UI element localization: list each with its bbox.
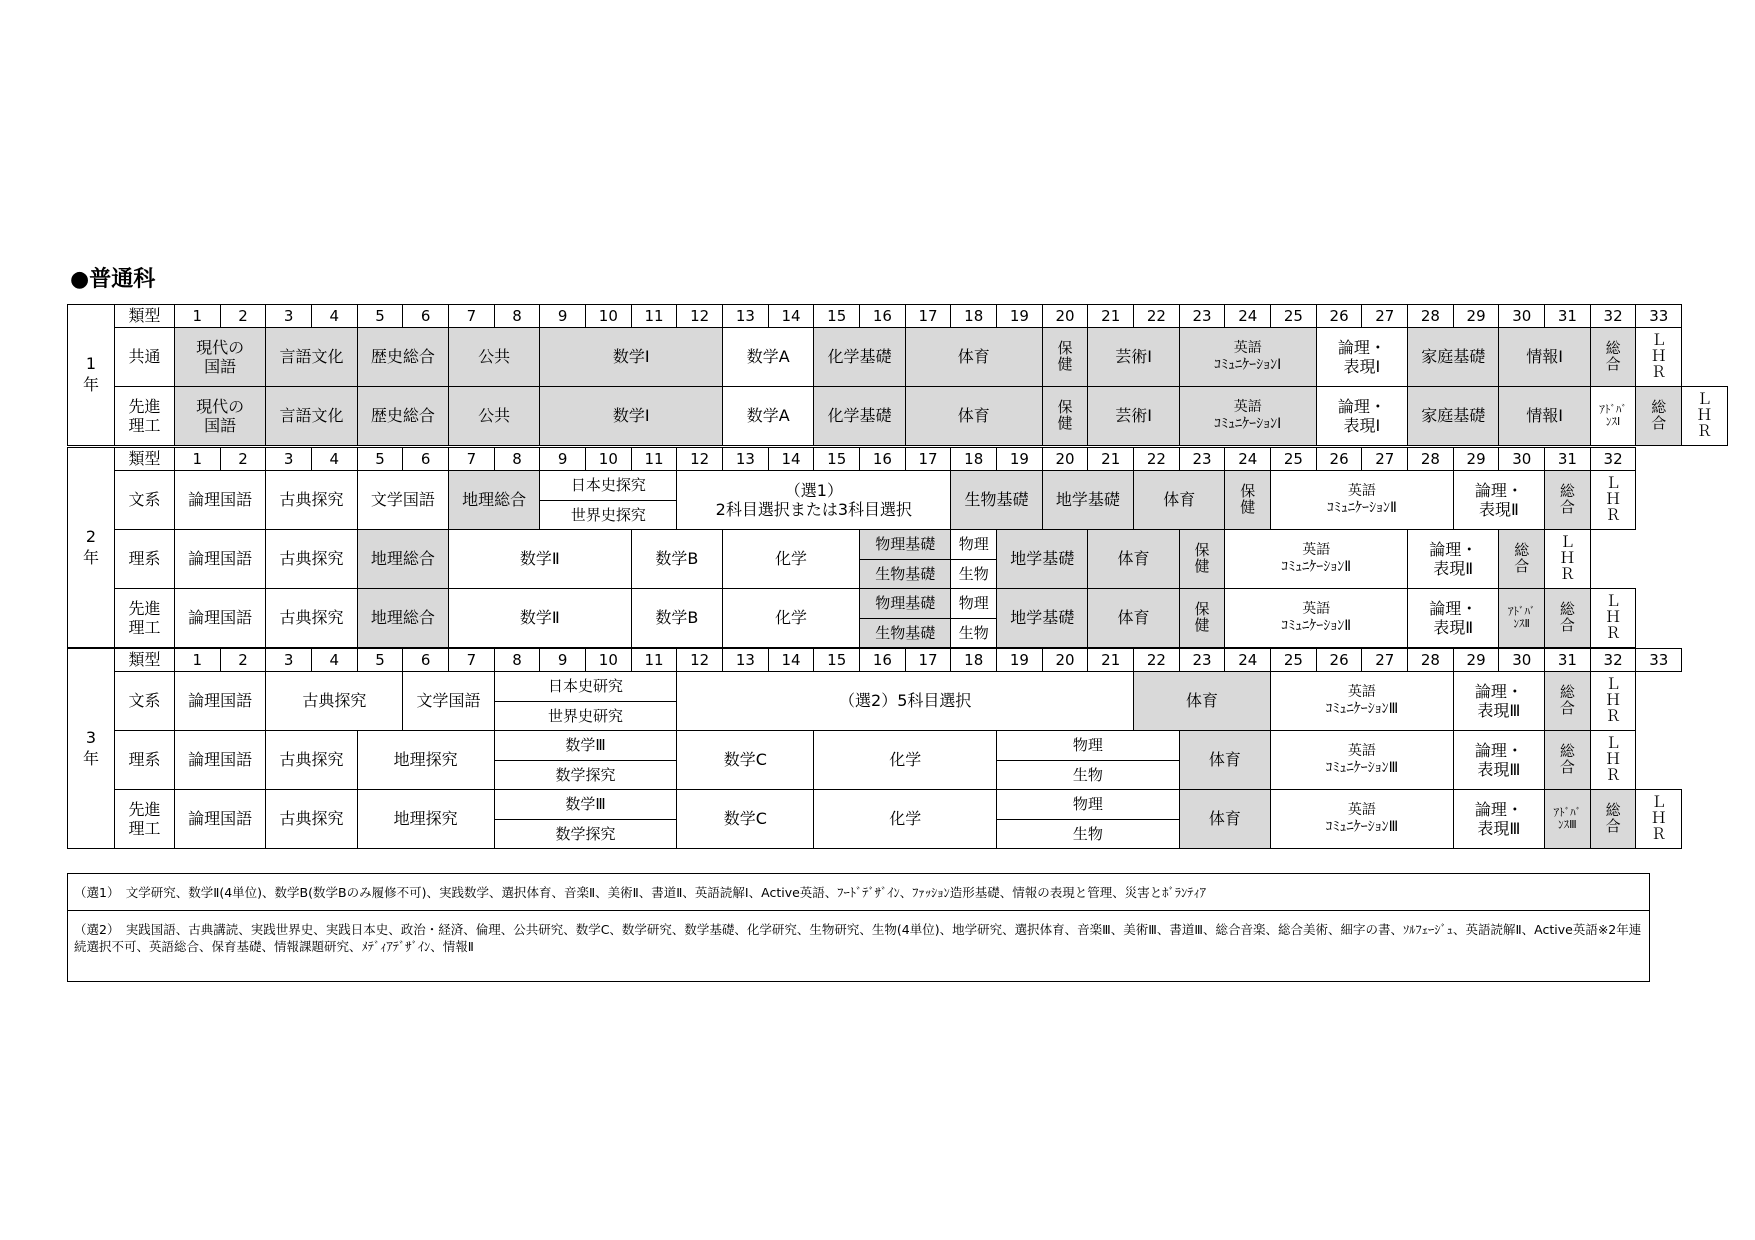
subject-cell: Ｌ Ｈ Ｒ [1590, 730, 1637, 790]
subject-cell: 数学C [676, 789, 814, 849]
subject-cell: 論理・ 表現Ⅲ [1453, 671, 1545, 731]
subject-cell: 英語 ｺﾐｭﾆｹｰｼｮﾝⅢ [1270, 671, 1454, 731]
subject-cell: 体育 [1087, 529, 1179, 589]
subject-option: 世界史研究 [494, 701, 678, 732]
subject-cell: 体育 [905, 327, 1043, 387]
period-number: 4 [311, 304, 358, 328]
period-number: 3 [265, 648, 312, 672]
period-number: 28 [1407, 648, 1454, 672]
period-number: 7 [448, 304, 495, 328]
subject-cell: 芸術Ⅰ [1087, 386, 1179, 446]
course-type: 文系 [114, 671, 175, 731]
period-number: 27 [1361, 648, 1408, 672]
subject-cell: 総 合 [1590, 789, 1637, 849]
period-number: 32 [1590, 304, 1637, 328]
period-number: 18 [950, 648, 997, 672]
period-number: 8 [494, 648, 541, 672]
grade-label: 1 年 [67, 304, 115, 446]
subject-cell: Ｌ Ｈ Ｒ [1590, 588, 1637, 648]
subject-option: 日本史研究 [494, 671, 678, 702]
period-number: 10 [585, 304, 632, 328]
subject-cell: 地理総合 [357, 529, 449, 589]
period-number: 29 [1453, 447, 1500, 471]
subject-cell: 文学国語 [357, 470, 449, 530]
period-number: 14 [768, 304, 815, 328]
period-number: 7 [448, 447, 495, 471]
subject-cell: 論理国語 [174, 529, 266, 589]
subject-cell: 化学 [813, 789, 997, 849]
period-number: 32 [1590, 648, 1637, 672]
subject-cell: 英語 ｺﾐｭﾆｹｰｼｮﾝⅡ [1224, 588, 1408, 648]
subject-cell: ｱﾄﾞﾊﾞ ﾝｽⅡ [1498, 588, 1545, 648]
subject-cell: 英語 ｺﾐｭﾆｹｰｼｮﾝⅡ [1224, 529, 1408, 589]
period-number: 32 [1590, 447, 1637, 471]
subject-cell: 論理・ 表現Ⅰ [1316, 327, 1408, 387]
period-number: 2 [220, 304, 267, 328]
period-number: 27 [1361, 447, 1408, 471]
subject-cell: Ｌ Ｈ Ｒ [1590, 470, 1637, 530]
subject-cell: 情報Ⅰ [1498, 386, 1590, 446]
grade-label: 2 年 [67, 447, 115, 648]
period-number: 8 [494, 304, 541, 328]
course-type: 理系 [114, 529, 175, 589]
subject-option: 物理 [950, 529, 997, 560]
course-type: 先進 理工 [114, 789, 175, 849]
subject-cell: 論理国語 [174, 730, 266, 790]
period-number: 2 [220, 648, 267, 672]
period-number: 7 [448, 648, 495, 672]
subject-cell: 数学A [722, 327, 814, 387]
period-number: 22 [1133, 648, 1180, 672]
period-number: 25 [1270, 648, 1317, 672]
subject-cell: 英語 ｺﾐｭﾆｹｰｼｮﾝⅠ [1179, 386, 1317, 446]
period-number: 28 [1407, 447, 1454, 471]
subject-cell: 化学 [722, 588, 860, 648]
subject-cell: 地理総合 [357, 588, 449, 648]
subject-cell: 数学Ⅱ [448, 529, 632, 589]
period-number: 26 [1316, 447, 1363, 471]
period-number: 12 [676, 648, 723, 672]
period-number: 14 [768, 648, 815, 672]
period-number: 27 [1361, 304, 1408, 328]
subject-cell: 地理総合 [448, 470, 540, 530]
type-header: 類型 [114, 304, 175, 328]
subject-cell: 体育 [1133, 470, 1225, 530]
period-number: 11 [631, 447, 678, 471]
subject-cell: 体育 [1133, 671, 1271, 731]
note-sen2: （選2） 実践国語、古典講読、実践世界史、実践日本史、政治・経済、倫理、公共研究、数学C、数学研究、数学基礎、化学研究、生物研究、生物(4単位)、地学研究、選択体育、音楽Ⅲ、美術Ⅲ、書道Ⅲ、総合音楽、総合美術、細字の書、ｿﾙﾌｪｰｼﾞｭ、英語読解Ⅱ、Active英語※2年連続選択不可、英語総合、保育基礎、情報課題研究、ﾒﾃﾞｨｱﾃﾞｻﾞｲﾝ、情報Ⅱ [68, 910, 1649, 957]
subject-cell: 体育 [905, 386, 1043, 446]
period-number: 30 [1498, 447, 1545, 471]
subject-cell: 保 健 [1042, 386, 1089, 446]
period-number: 9 [539, 447, 586, 471]
period-number: 15 [813, 304, 860, 328]
subject-cell: 数学B [631, 529, 723, 589]
period-number: 21 [1087, 648, 1134, 672]
period-number: 2 [220, 447, 267, 471]
grade-label: 3 年 [67, 648, 115, 849]
subject-option: 生物 [950, 618, 997, 649]
subject-option: 生物 [950, 559, 997, 590]
subject-cell: 数学B [631, 588, 723, 648]
period-number: 12 [676, 304, 723, 328]
subject-cell: 論理国語 [174, 588, 266, 648]
period-number: 9 [539, 648, 586, 672]
period-number: 23 [1179, 447, 1226, 471]
period-number: 13 [722, 447, 769, 471]
subject-cell: 体育 [1087, 588, 1179, 648]
subject-cell: 公共 [448, 386, 540, 446]
subject-option: 生物基礎 [859, 618, 951, 649]
subject-cell: Ｌ Ｈ Ｒ [1544, 529, 1591, 589]
period-number: 31 [1544, 648, 1591, 672]
subject-cell: 化学基礎 [813, 327, 905, 387]
period-number: 31 [1544, 304, 1591, 328]
period-number: 16 [859, 304, 906, 328]
period-number: 31 [1544, 447, 1591, 471]
subject-cell: 歴史総合 [357, 327, 449, 387]
period-number: 26 [1316, 304, 1363, 328]
subject-cell: Ｌ Ｈ Ｒ [1681, 386, 1728, 446]
subject-cell: 生物基礎 [950, 470, 1042, 530]
subject-cell: 論理・ 表現Ⅲ [1453, 789, 1545, 849]
period-number: 29 [1453, 648, 1500, 672]
period-number: 15 [813, 648, 860, 672]
subject-cell: 現代の 国語 [174, 327, 266, 387]
subject-cell: 論理・ 表現Ⅲ [1453, 730, 1545, 790]
period-number: 6 [402, 447, 449, 471]
subject-cell: 論理・ 表現Ⅱ [1407, 529, 1499, 589]
subject-option: 日本史探究 [539, 470, 677, 501]
subject-cell: 数学A [722, 386, 814, 446]
subject-cell: 数学C [676, 730, 814, 790]
period-number: 24 [1224, 304, 1271, 328]
period-number: 18 [950, 304, 997, 328]
subject-option: 生物 [996, 760, 1180, 791]
period-number: 18 [950, 447, 997, 471]
subject-cell: 総 合 [1498, 529, 1545, 589]
subject-cell: 化学 [722, 529, 860, 589]
period-number: 26 [1316, 648, 1363, 672]
period-number: 12 [676, 447, 723, 471]
subject-cell: 英語 ｺﾐｭﾆｹｰｼｮﾝⅢ [1270, 730, 1454, 790]
subject-cell: 地学基礎 [996, 529, 1088, 589]
subject-cell: 古典探究 [265, 730, 357, 790]
subject-cell: 歴史総合 [357, 386, 449, 446]
period-number: 21 [1087, 304, 1134, 328]
subject-cell: 論理・ 表現Ⅱ [1407, 588, 1499, 648]
subject-cell: 保 健 [1179, 529, 1226, 589]
subject-cell: 総 合 [1544, 671, 1591, 731]
subject-cell: 論理・ 表現Ⅰ [1316, 386, 1408, 446]
subject-cell: 英語 ｺﾐｭﾆｹｰｼｮﾝⅠ [1179, 327, 1317, 387]
subject-cell: 古典探究 [265, 588, 357, 648]
period-number: 17 [905, 648, 952, 672]
course-type: 共通 [114, 327, 175, 387]
subject-cell: 古典探究 [265, 529, 357, 589]
page-title: ●普通科 [70, 267, 156, 292]
period-number: 5 [357, 447, 404, 471]
subject-cell: 総 合 [1544, 470, 1591, 530]
subject-option: 物理 [996, 789, 1180, 820]
period-number: 11 [631, 648, 678, 672]
course-type: 理系 [114, 730, 175, 790]
period-number: 29 [1453, 304, 1500, 328]
course-type: 先進 理工 [114, 588, 175, 648]
period-number: 25 [1270, 447, 1317, 471]
subject-cell: 地学基礎 [1042, 470, 1134, 530]
subject-cell: （選2）5科目選択 [676, 671, 1134, 731]
course-type: 先進 理工 [114, 386, 175, 446]
period-number: 19 [996, 447, 1043, 471]
period-number: 3 [265, 304, 312, 328]
period-number: 23 [1179, 648, 1226, 672]
subject-cell: 情報Ⅰ [1498, 327, 1590, 387]
subject-option: 生物 [996, 819, 1180, 850]
subject-cell: 地理探究 [357, 730, 495, 790]
subject-cell: Ｌ Ｈ Ｒ [1635, 327, 1682, 387]
period-number: 11 [631, 304, 678, 328]
subject-cell: （選1） 2科目選択または3科目選択 [676, 470, 951, 530]
period-number: 17 [905, 304, 952, 328]
subject-option: 数学探究 [494, 760, 678, 791]
period-number: 5 [357, 304, 404, 328]
subject-option: 物理基礎 [859, 529, 951, 560]
subject-cell: 古典探究 [265, 671, 403, 731]
subject-option: 物理 [950, 588, 997, 619]
notes-box [67, 873, 1650, 982]
subject-cell: 言語文化 [265, 327, 357, 387]
period-number: 4 [311, 447, 358, 471]
period-number: 9 [539, 304, 586, 328]
period-number: 30 [1498, 648, 1545, 672]
period-number: 15 [813, 447, 860, 471]
period-number: 10 [585, 648, 632, 672]
period-number: 1 [174, 304, 221, 328]
period-number: 5 [357, 648, 404, 672]
type-header: 類型 [114, 648, 175, 672]
subject-cell: 地学基礎 [996, 588, 1088, 648]
subject-cell: 論理・ 表現Ⅱ [1453, 470, 1545, 530]
period-number: 20 [1042, 447, 1089, 471]
subject-cell: 芸術Ⅰ [1087, 327, 1179, 387]
period-number: 24 [1224, 648, 1271, 672]
subject-cell: 総 合 [1635, 386, 1682, 446]
period-number: 20 [1042, 304, 1089, 328]
subject-cell: 数学Ⅰ [539, 386, 723, 446]
period-number: 4 [311, 648, 358, 672]
subject-cell: 地理探究 [357, 789, 495, 849]
subject-option: 世界史探究 [539, 500, 677, 531]
subject-cell: 英語 ｺﾐｭﾆｹｰｼｮﾝⅡ [1270, 470, 1454, 530]
period-number: 6 [402, 648, 449, 672]
period-number: 14 [768, 447, 815, 471]
subject-cell: 家庭基礎 [1407, 327, 1499, 387]
period-number: 30 [1498, 304, 1545, 328]
subject-option: 数学探究 [494, 819, 678, 850]
period-number: 24 [1224, 447, 1271, 471]
subject-cell: 保 健 [1042, 327, 1089, 387]
period-number: 23 [1179, 304, 1226, 328]
subject-cell: 論理国語 [174, 470, 266, 530]
subject-cell: 公共 [448, 327, 540, 387]
subject-option: 数学Ⅲ [494, 789, 678, 820]
period-number: 19 [996, 648, 1043, 672]
subject-cell: 家庭基礎 [1407, 386, 1499, 446]
subject-option: 数学Ⅲ [494, 730, 678, 761]
subject-cell: 英語 ｺﾐｭﾆｹｰｼｮﾝⅢ [1270, 789, 1454, 849]
period-number: 21 [1087, 447, 1134, 471]
period-number: 13 [722, 648, 769, 672]
subject-cell: 文学国語 [402, 671, 494, 731]
subject-cell: 化学 [813, 730, 997, 790]
note-sen1: （選1） 文学研究、数学Ⅱ(4単位)、数学B(数学Bのみ履修不可)、実践数学、選択体育、音楽Ⅱ、美術Ⅱ、書道Ⅱ、英語読解Ⅰ、Active英語、ﾌｰﾄﾞﾃﾞｻﾞｲﾝ、ﾌｧｯｼｮﾝ造形基礎、情報の表現と管理、災害とﾎﾞﾗﾝﾃｨｱ [74, 884, 1207, 900]
period-number: 16 [859, 648, 906, 672]
period-number: 33 [1635, 648, 1682, 672]
subject-cell: Ｌ Ｈ Ｒ [1590, 671, 1637, 731]
period-number: 19 [996, 304, 1043, 328]
period-number: 22 [1133, 447, 1180, 471]
period-number: 16 [859, 447, 906, 471]
subject-cell: 論理国語 [174, 789, 266, 849]
period-number: 22 [1133, 304, 1180, 328]
subject-option: 物理基礎 [859, 588, 951, 619]
subject-cell: 論理国語 [174, 671, 266, 731]
subject-cell: 現代の 国語 [174, 386, 266, 446]
period-number: 1 [174, 447, 221, 471]
subject-cell: 化学基礎 [813, 386, 905, 446]
course-type: 文系 [114, 470, 175, 530]
period-number: 33 [1635, 304, 1682, 328]
subject-cell: 言語文化 [265, 386, 357, 446]
period-number: 20 [1042, 648, 1089, 672]
period-number: 25 [1270, 304, 1317, 328]
subject-cell: 総 合 [1590, 327, 1637, 387]
subject-cell: 数学Ⅰ [539, 327, 723, 387]
subject-cell: 体育 [1179, 789, 1271, 849]
period-number: 6 [402, 304, 449, 328]
subject-cell: ｱﾄﾞﾊﾞ ﾝｽⅢ [1544, 789, 1591, 849]
subject-option: 生物基礎 [859, 559, 951, 590]
period-number: 17 [905, 447, 952, 471]
subject-cell: 総 合 [1544, 730, 1591, 790]
period-number: 3 [265, 447, 312, 471]
period-number: 10 [585, 447, 632, 471]
period-number: 1 [174, 648, 221, 672]
subject-cell: 体育 [1179, 730, 1271, 790]
subject-cell: ｱﾄﾞﾊﾞ ﾝｽⅠ [1590, 386, 1637, 446]
period-number: 8 [494, 447, 541, 471]
subject-cell: 古典探究 [265, 789, 357, 849]
subject-cell: 総 合 [1544, 588, 1591, 648]
period-number: 28 [1407, 304, 1454, 328]
subject-cell: 数学Ⅱ [448, 588, 632, 648]
subject-cell: 古典探究 [265, 470, 357, 530]
subject-cell: Ｌ Ｈ Ｒ [1635, 789, 1682, 849]
type-header: 類型 [114, 447, 175, 471]
subject-cell: 保 健 [1179, 588, 1226, 648]
subject-option: 物理 [996, 730, 1180, 761]
subject-cell: 保 健 [1224, 470, 1271, 530]
period-number: 13 [722, 304, 769, 328]
